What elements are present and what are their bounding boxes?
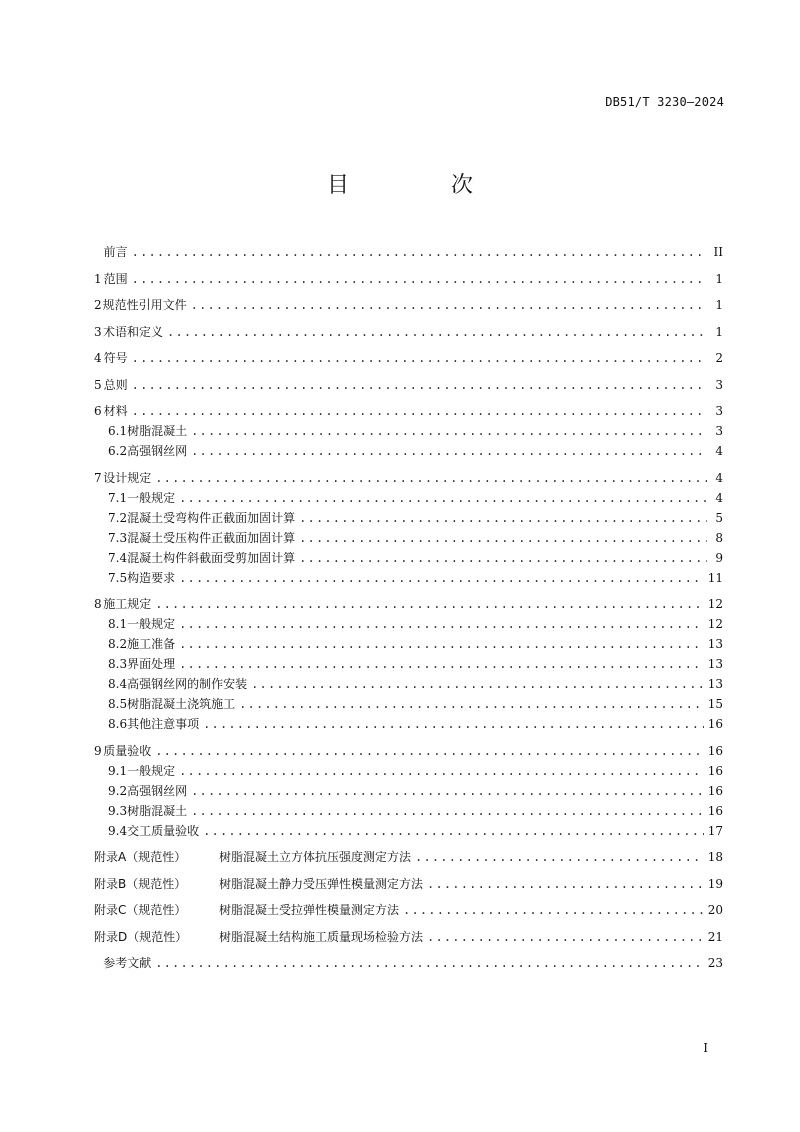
toc-entry-label: 混凝土受弯构件正截面加固计算 [127,510,296,525]
dot-leader [299,548,707,568]
dot-leader [203,714,704,734]
toc-entry[interactable] [94,761,723,781]
toc-entry[interactable] [94,295,723,315]
toc-entry-number: 1 [94,271,102,286]
toc-entry[interactable] [94,927,723,947]
toc-entry[interactable] [94,269,723,289]
toc-entry-label [94,847,411,867]
toc-entry-label: 树脂混凝土浇筑施工 [127,697,236,711]
toc-entry[interactable] [94,847,723,867]
toc-title: 目 次 [326,173,513,198]
toc-entry-number: 7.3 [108,530,128,545]
toc-entry[interactable] [94,654,723,674]
dot-leader [239,694,704,714]
toc-entry-number: 8.6 [108,717,128,731]
toc-entry-page: 16 [707,717,723,731]
toc-entry-label: 构造要求 [127,570,176,585]
toc-entry-label: 质量验收 [103,743,152,758]
toc-entry-page: 12 [707,597,723,611]
toc-entry-label: 材料 [103,404,128,418]
dot-leader [191,295,707,315]
page-number: I [703,1041,708,1055]
toc-entry[interactable] [94,508,723,528]
toc-entry[interactable] [94,322,723,342]
dot-leader [191,441,707,461]
dot-leader [179,614,704,634]
toc-entry-page: 17 [707,823,723,838]
toc-entry-number: 7.5 [108,570,128,585]
toc-entry-page: II [713,245,723,259]
toc-entry-label: 一般规定 [127,617,176,631]
toc-entry-page: 12 [707,617,723,631]
toc-entry[interactable] [94,781,723,801]
toc-entry-number: 7.1 [108,490,128,505]
appendix-tag: 附录D（规范性） [94,929,188,944]
dot-leader [155,594,704,614]
document-code: DB51/T 3230—2024 [605,95,724,109]
toc-entry-page: 8 [715,530,723,545]
toc-entry-number: 9.2 [108,783,128,798]
dot-leader [155,468,707,488]
toc-entry-number: 8.5 [108,697,128,711]
toc-entry-number: 8.4 [108,677,128,691]
toc-entry-number: 3 [94,324,102,339]
toc-entry-page: 3 [715,404,723,418]
toc-entry-page: 20 [707,903,723,917]
toc-entry[interactable] [94,528,723,548]
toc-entry[interactable] [94,801,723,821]
toc-entry-page: 1 [715,298,723,312]
toc-entry-label: 术语和定义 [103,324,164,339]
dot-leader [132,401,707,421]
toc-entry-label: 高强钢丝网 [127,444,188,458]
dot-leader [179,488,707,508]
toc-entry-number: 8.3 [108,657,128,671]
toc-entry-number: 2 [94,298,102,312]
dot-leader [427,927,704,947]
toc-entry[interactable] [94,242,723,262]
toc-entry-label: 参考文献 [103,956,152,970]
toc-entry-label: 符号 [103,351,128,365]
toc-entry-page: 11 [707,570,723,585]
toc-entry-page: 21 [707,929,723,944]
toc-entry[interactable] [94,714,723,734]
toc-entry-number: 7.4 [108,550,128,565]
dot-leader [132,375,707,395]
toc-entry-number: 8.2 [108,637,128,651]
toc-entry-label: 混凝土受压构件正截面加固计算 [127,530,296,545]
toc-entry[interactable] [94,694,723,714]
toc-entry-number: 4 [94,351,102,365]
toc-entry-label: 高强钢丝网 [127,783,188,798]
toc-entry-page: 16 [707,743,723,758]
toc-entry-number: 6.1 [108,424,128,438]
toc-entry[interactable] [94,594,723,614]
toc-entry-number: 7 [94,470,102,485]
toc-entry-page: 13 [707,677,723,691]
appendix-tag: 附录C（规范性） [94,903,187,917]
toc-entry-number: 6.2 [108,444,128,458]
toc-entry-page: 1 [715,324,723,339]
toc-entry-label: 总则 [103,377,128,392]
toc-entry-label: 前言 [103,245,128,259]
dot-leader [415,847,704,867]
toc-entry[interactable] [94,674,723,694]
toc-entry-label: 施工规定 [103,597,152,611]
toc-entry-page: 13 [707,657,723,671]
appendix-title: 树脂混凝土静力受压弹性模量测定方法 [219,876,424,891]
toc-entry-number: 6 [94,404,102,418]
toc-entry-page: 16 [707,803,723,818]
toc-entry-page: 19 [707,876,723,891]
dot-leader [167,322,707,342]
toc-entry-label: 树脂混凝土 [127,424,188,438]
dot-leader [179,654,704,674]
toc-entry-page: 5 [715,510,723,525]
toc-entry[interactable] [94,468,723,488]
dot-leader [132,348,707,368]
toc-entry-page: 2 [715,351,723,365]
toc-entry-label [94,874,423,894]
toc-entry[interactable] [94,821,723,841]
toc-entry-page: 4 [715,470,723,485]
dot-leader [203,821,704,841]
toc-entry-page: 9 [715,550,723,565]
dot-leader [132,242,707,262]
toc-entry-page: 4 [715,490,723,505]
toc-entry[interactable] [94,401,723,421]
toc-entry[interactable] [94,614,723,634]
toc-entry-number: 8 [94,597,102,611]
toc-entry[interactable] [94,900,723,920]
toc-entry-label: 设计规定 [103,470,152,485]
toc-entry-page: 3 [715,377,723,392]
dot-leader [299,508,707,528]
toc-entry-label [94,900,399,920]
toc-entry-page: 16 [707,783,723,798]
toc-entry-label: 混凝土构件斜截面受剪加固计算 [127,550,296,565]
toc-entry-label: 施工准备 [127,637,176,651]
toc-entry-label: 高强钢丝网的制作安装 [127,677,248,691]
dot-leader [155,953,704,973]
dot-leader [191,801,704,821]
toc-entry[interactable] [94,568,723,588]
toc-entry[interactable] [94,375,723,395]
toc-entry-page: 15 [707,697,723,711]
table-of-contents [94,242,723,973]
toc-entry-label: 树脂混凝土 [127,803,188,818]
toc-entry[interactable] [94,874,723,894]
toc-entry-label: 交工质量验收 [127,823,200,838]
toc-entry-label: 界面处理 [127,657,176,671]
dot-leader [179,568,704,588]
toc-entry-number: 9 [94,743,102,758]
toc-entry-page: 13 [707,637,723,651]
appendix-title: 树脂混凝土结构施工质量现场检验方法 [219,929,424,944]
toc-entry-label: 规范性引用文件 [102,298,187,312]
toc-entry-label: 范围 [103,271,128,286]
toc-entry[interactable] [94,348,723,368]
appendix-tag: 附录B（规范性） [94,876,187,891]
toc-entry[interactable] [94,488,723,508]
toc-entry-page: 18 [707,850,723,864]
toc-entry[interactable] [94,953,723,973]
toc-entry-label [94,927,423,947]
dot-leader [251,674,704,694]
toc-entry[interactable] [94,634,723,654]
dot-leader [155,741,704,761]
dot-leader [191,421,707,441]
toc-entry[interactable] [94,441,723,461]
dot-leader [191,781,704,801]
toc-entry[interactable] [94,548,723,568]
dot-leader [132,269,707,289]
dot-leader [179,634,704,654]
toc-entry-page: 3 [715,424,723,438]
toc-entry-label: 一般规定 [127,490,176,505]
dot-leader [403,900,704,920]
toc-entry-page: 16 [707,763,723,778]
dot-leader [299,528,707,548]
toc-entry-page: 1 [715,271,723,286]
toc-entry[interactable] [94,741,723,761]
appendix-title: 树脂混凝土立方体抗压强度测定方法 [219,850,412,864]
toc-entry-number: 8.1 [108,617,128,631]
toc-entry-page: 23 [707,956,723,970]
toc-entry[interactable] [94,421,723,441]
dot-leader [427,874,704,894]
appendix-title: 树脂混凝土受拉弹性模量测定方法 [219,903,400,917]
toc-entry-label: 一般规定 [127,763,176,778]
toc-entry-number: 9.1 [108,763,128,778]
appendix-tag: 附录A（规范性） [94,850,187,864]
dot-leader [179,761,704,781]
toc-entry-number: 7.2 [108,510,128,525]
toc-entry-number: 9.4 [108,823,128,838]
toc-entry-number: 5 [94,377,102,392]
toc-entry-label: 其他注意事项 [127,717,200,731]
toc-entry-page: 4 [715,444,723,458]
toc-entry-number: 9.3 [108,803,128,818]
